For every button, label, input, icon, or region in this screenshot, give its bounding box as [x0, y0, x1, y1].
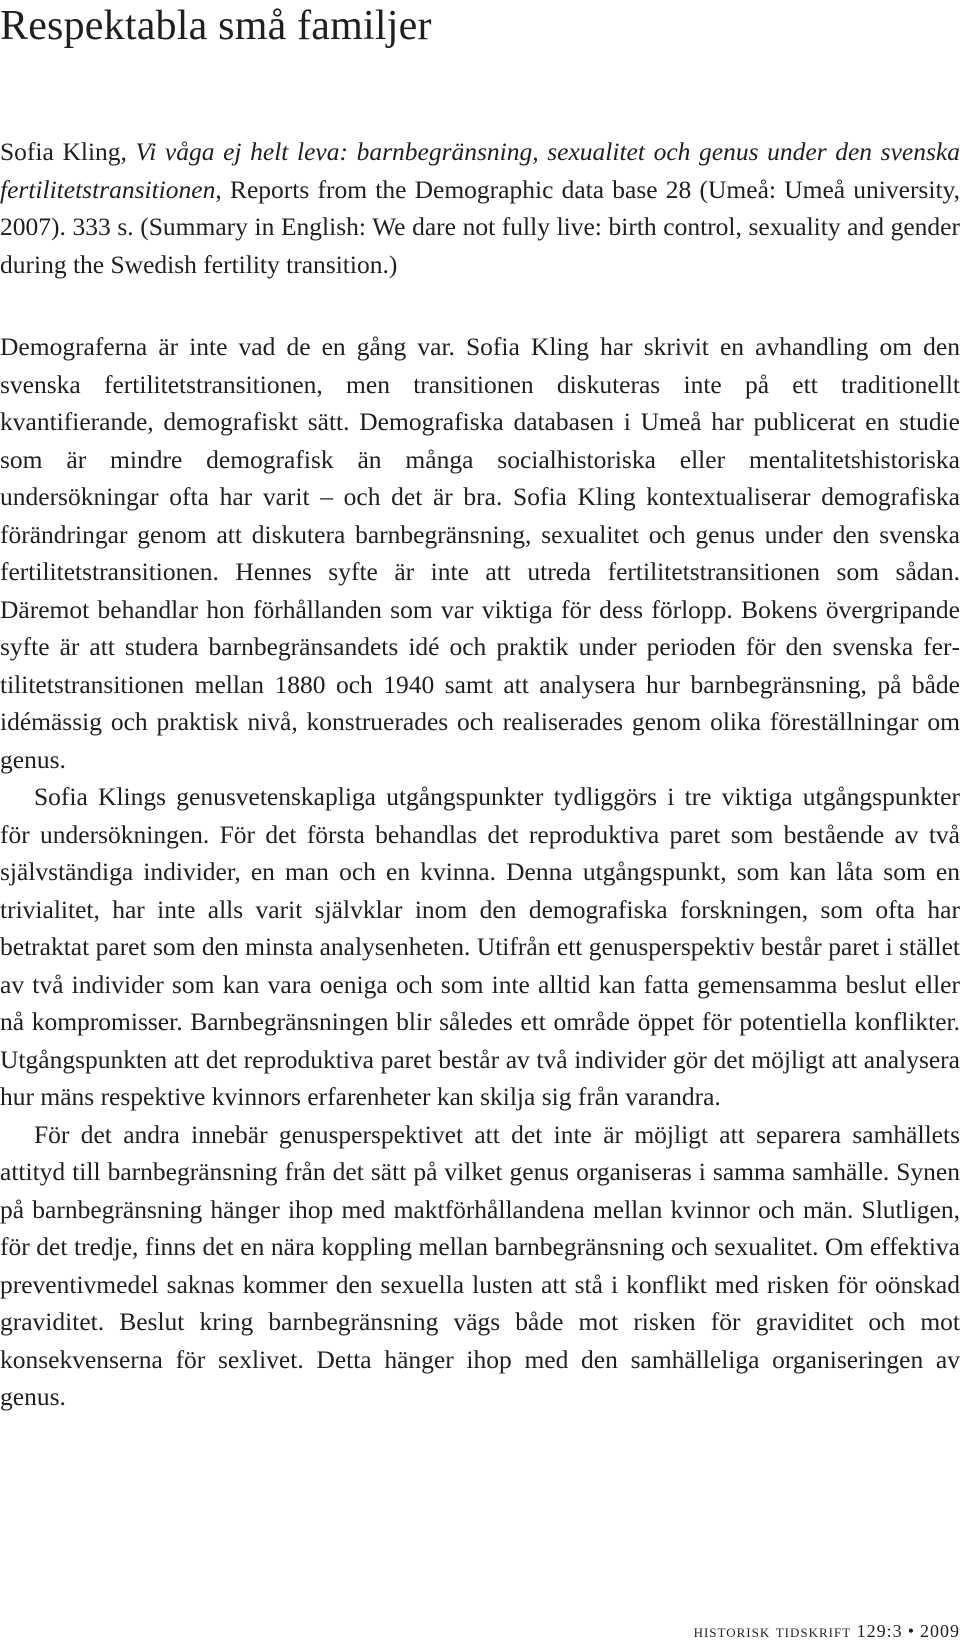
footer-issue: 129:3: [856, 1621, 903, 1641]
review-body: [0, 328, 960, 1416]
citation-book-title: Vi våga ej helt leva: barnbegränsning, sexualitet och genus under den svenska fertilitetstransitionen: [0, 137, 960, 204]
article-title: Respektabla små familjer: [0, 3, 432, 49]
footer-year: 2009: [920, 1621, 960, 1641]
body-paragraph: Sofia Klings genusvetenskapliga utgångspunkter tydliggörs i tre viktiga utgångspunkter för undersökningen. För det första behandlas det reproduktiva paret som bestående av två självständiga individer, en man och en kvinna. Denna utgångspunkt, som kan låta som en trivialitet, har inte alls varit självklar inom den demografiska forskningen, som ofta har betraktat paret som den minsta analysenheten. Utifrån ett genusperspektiv består paret i stället av två individer som kan vara oeniga och som inte alltid kan fatta gemensamma beslut eller nå kompromisser. Barnbegränsningen blir således ett område öppet för potentiella konflikter. Utgångspunkten att det reproduktiva paret består av två individer gör det möjligt att analysera hur mäns respektive kvinnors erfarenheter kan skilja sig från varandra.: [0, 782, 960, 1111]
body-paragraph: Demograferna är inte vad de en gång var. Sofia Kling har skrivit en avhandling om den svenska fertilitetstransitionen, men transitionen diskuteras inte på ett traditionellt kvantifierande, demografiskt sätt. Demografiska databasen i Umeå har publicerat en studie som är mindre demografisk än många socialhistoriska eller mentalitetshistoriska undersökningar ofta har varit – och det är bra. Sofia Kling kontextualiserar demografiska förändringar genom att diskutera barnbegränsning, sexualitet och genus under den svenska fertilitetstransitionen. Hennes syfte är inte att utreda fertilitetstransitionen som sådan. Däremot behandlar hon förhållanden som var viktiga för dess förlopp. Bokens övergripande syfte är att studera barnbegränsandets idé och praktik under perioden för den svenska fertilitetstransitionen mellan 1880 och 1940 samt att analysera hur barnbegränsning, på både idémässig och praktisk nivå, konstruerades och realiserades genom olika föreställningar om genus.: [0, 332, 960, 774]
page-footer: [694, 1619, 960, 1643]
citation-details: , Reports from the Demographic data base 28 (Umeå: Umeå university, 2007). 333 s. (Summary in English: We dare not fully live: birth control, sexuality and gender during the Swedish fertility transition.): [0, 174, 960, 279]
footer-journal: historisk tidskrift: [693, 1621, 852, 1641]
book-citation: [0, 133, 960, 283]
body-paragraph: För det andra innebär genusperspektivet att det inte är möjligt att separera samhällets attityd till barnbegränsning från det sätt på vilket genus organiseras i samma samhälle. Synen på barnbegränsning hänger ihop med maktförhållandena mellan kvinnor och män. Slutligen, för det tredje, finns det en nära koppling mellan barnbegränsning och sexualitet. Om effektiva preventivmedel saknas kommer den sexuella lusten att stå i konflikt med risken för oönskad graviditet. Beslut kring barnbegränsning vägs både mot risken för graviditet och mot konsekvenserna för sexlivet. Detta hänger ihop med den samhälleliga organiseringen av genus.: [0, 1119, 960, 1411]
citation-author: Sofia Kling,: [0, 137, 136, 166]
footer-separator: •: [907, 1621, 915, 1641]
